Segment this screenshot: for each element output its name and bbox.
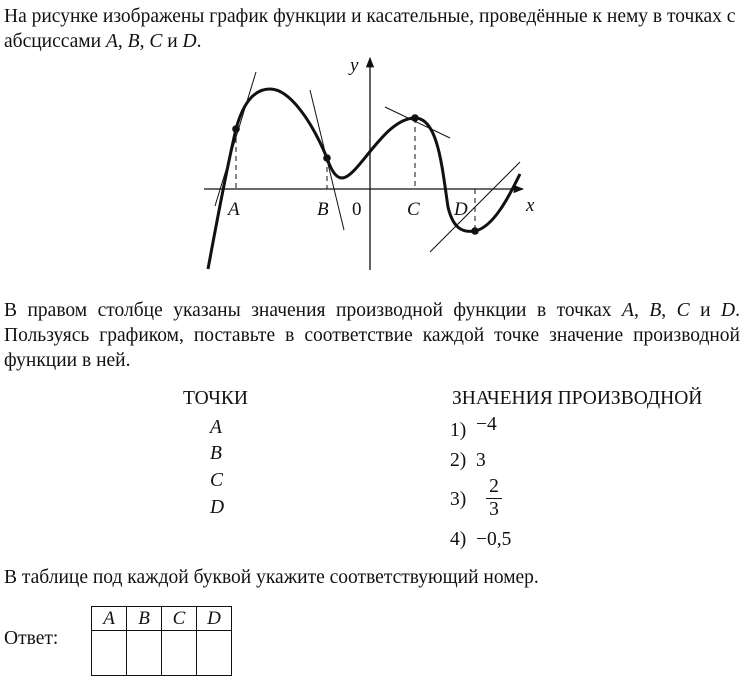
point-d-dot	[471, 227, 479, 235]
y-axis-label: y	[350, 55, 359, 76]
instruction-text: В таблице под каждой буквой укажите соответствующий номер.	[4, 567, 539, 588]
points-header: ТОЧКИ	[183, 388, 249, 409]
point-b-dot	[323, 154, 331, 162]
x-axis-label: x	[526, 195, 535, 216]
answer-cell-d[interactable]	[197, 631, 232, 676]
point-b-ref: B	[127, 31, 140, 52]
answer-label: Ответ:	[4, 628, 59, 649]
function-curve	[208, 89, 520, 269]
tangent-c	[385, 107, 450, 138]
value-4: 4) −0,5	[450, 529, 512, 550]
point-b: B	[210, 443, 222, 464]
answer-header-b: B	[127, 607, 162, 631]
value-3-fraction	[484, 476, 504, 521]
value-1: 1) −4	[450, 414, 497, 441]
function-graph	[190, 52, 550, 274]
graph-label-a: A	[228, 199, 240, 220]
point-a: A	[210, 417, 222, 438]
point-d-ref: D	[182, 31, 197, 52]
fraction-numerator: 2	[489, 476, 499, 497]
values-header: ЗНАЧЕНИЯ ПРОИЗВОДНОЙ	[452, 388, 703, 409]
intro-text: На рисунке изображены график функции и касательные, проведённые к нему в точках с абсциссами A, B, C и D.	[4, 6, 736, 52]
task-text: В правом столбце указаны значения производной функции в точках A, B, C и D. Пользуясь графиком, поставьте в соответствие каждой точке значение производной функции в ней.	[4, 300, 740, 371]
point-a-dot	[232, 125, 240, 133]
graph-label-c: C	[407, 199, 420, 220]
graph-label-b: B	[317, 199, 329, 220]
answer-header-a: A	[92, 607, 127, 631]
point-c-ref: C	[149, 31, 163, 52]
answer-cell-c[interactable]	[162, 631, 197, 676]
graph-label-d: D	[454, 199, 468, 220]
answer-cell-a[interactable]	[92, 631, 127, 676]
value-2: 2) 3	[450, 450, 486, 471]
point-a-ref: A	[105, 31, 118, 52]
answer-cell-b[interactable]	[127, 631, 162, 676]
point-c-dot	[411, 114, 419, 122]
point-c: C	[210, 470, 224, 491]
answer-header-c: C	[162, 607, 197, 631]
fraction-denominator: 3	[489, 499, 499, 520]
answer-table	[91, 606, 232, 676]
point-d: D	[210, 497, 225, 518]
origin-label: 0	[352, 199, 362, 220]
answer-header-d: D	[197, 607, 232, 631]
value-3-number: 3)	[450, 489, 467, 510]
